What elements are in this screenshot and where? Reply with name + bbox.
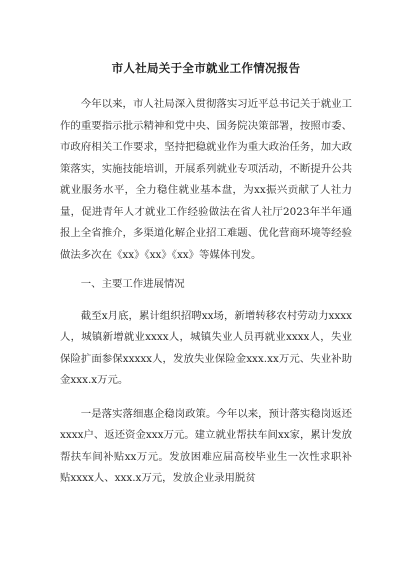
paragraph-spacer [60,392,352,404]
policy-paragraph: 一是落实落细惠企稳岗政策。今年以来，预计落实稳岗返还xxxx户、返还资金xxx万元。建立就业帮扶车间xx家，累计发放帮扶车间补贴xx万元。发放困难应届高校毕业生一次性求职补贴xxxx人、xxx.x万元，发放企业录用脱贫 [60,407,352,484]
section-heading: 一、主要工作进展情况 [80,278,185,290]
stats-paragraph: 截至x月底，累计组织招聘xx场，新增转移农村劳动力xxxx人，城镇新增就业xxxx人，城镇失业人员再就业xxxx人，失业保险扩面参保xxxxx人，发放失业保险金xxx.xx万元、失业补助金xxx.x万元。 [60,309,352,386]
intro-paragraph: 今年以来，市人社局深入贯彻落实习近平总书记关于就业工作的重要指示批示精神和党中央、国务院决策部署，按照市委、市政府相关工作要求，坚持把稳就业作为重大政治任务，加大政策落实，实施技能培训，开展系列就业专项活动，不断提升公共就业服务水平，全力稳住就业基本盘，为xx振兴贡献了人社力量，促进青年人才就业工作经验做法在省人社厅2023年半年通报上全省推介，多渠道化解企业招工难题、优化营商环境等经验做法多次在《xx》《xx》《xx》等媒体刊发。 [60,98,352,261]
document-title: 市人社局关于全市就业工作情况报告 [111,61,301,75]
